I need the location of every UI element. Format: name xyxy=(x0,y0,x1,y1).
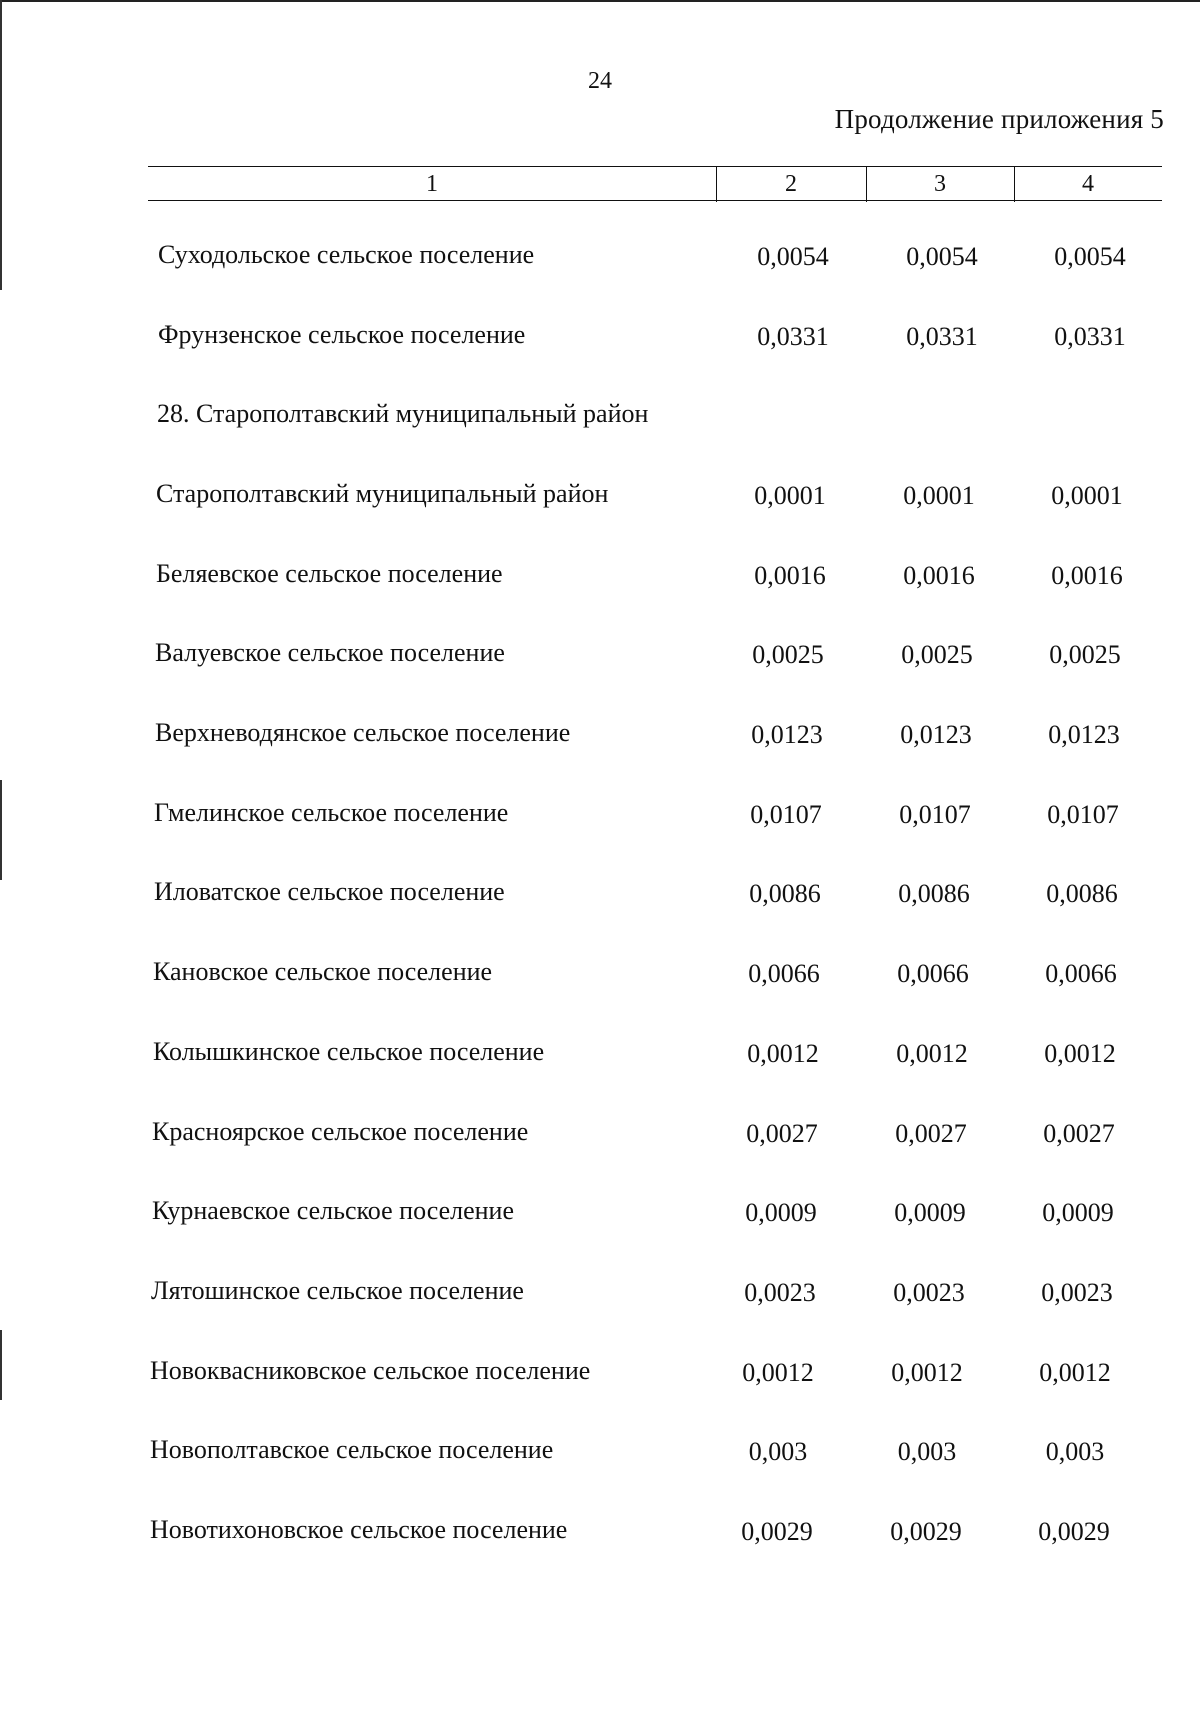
row-name: Колышкинское сельское поселение xyxy=(153,1037,545,1066)
row-value-col3: 0,0025 xyxy=(901,640,973,669)
row-name: Старополтавский муниципальный район xyxy=(156,479,609,508)
row-value-col3: 0,0016 xyxy=(903,561,975,590)
row-value-col3: 0,0023 xyxy=(893,1278,965,1307)
row-value-col4: 0,0012 xyxy=(1044,1039,1116,1068)
row-value-col4: 0,0009 xyxy=(1042,1198,1114,1227)
row-value-col4: 0,0107 xyxy=(1047,800,1119,829)
row-value-col3: 0,0054 xyxy=(906,242,978,271)
row-name: Кановское сельское поселение xyxy=(153,957,493,986)
row-name: Суходольское сельское поселение xyxy=(158,240,535,269)
row-value-col3: 0,003 xyxy=(897,1437,957,1466)
row-value-col2: 0,0025 xyxy=(752,640,824,669)
row-value-col3: 0,0066 xyxy=(897,959,969,988)
row-value-col4: 0,003 xyxy=(1045,1437,1105,1466)
row-value-col3: 0,0029 xyxy=(890,1517,962,1546)
column-header-3: 3 xyxy=(934,171,946,197)
column-header-4: 4 xyxy=(1082,171,1094,197)
row-value-col2: 0,0066 xyxy=(748,959,820,988)
row-name: Гмелинское сельское поселение xyxy=(154,798,509,827)
row-value-col2: 0,0023 xyxy=(744,1278,816,1307)
row-value-col4: 0,0001 xyxy=(1051,481,1123,510)
row-name: Новоквасниковское сельское поселение xyxy=(150,1356,591,1385)
section-heading: 28. Старополтавский муниципальный район xyxy=(157,399,649,428)
row-value-col4: 0,0123 xyxy=(1048,720,1120,749)
row-name: Иловатское сельское поселение xyxy=(154,877,505,906)
row-value-col3: 0,0331 xyxy=(906,322,978,351)
row-value-col2: 0,0029 xyxy=(741,1517,813,1546)
row-value-col2: 0,0001 xyxy=(754,481,826,510)
row-value-col3: 0,0012 xyxy=(896,1039,968,1068)
column-header-1: 1 xyxy=(426,171,438,197)
row-name: Курнаевское сельское поселение xyxy=(152,1196,514,1225)
row-value-col4: 0,0016 xyxy=(1051,561,1123,590)
row-name: Новополтавское сельское поселение xyxy=(150,1435,554,1464)
row-value-col2: 0,0009 xyxy=(745,1198,817,1227)
row-value-col2: 0,0016 xyxy=(754,561,826,590)
row-name: Красноярское сельское поселение xyxy=(152,1117,529,1146)
row-name: Лятошинское сельское поселение xyxy=(151,1276,524,1305)
page-number: 24 xyxy=(588,68,612,94)
column-header-2: 2 xyxy=(785,171,797,197)
row-value-col3: 0,0012 xyxy=(891,1358,963,1387)
row-value-col3: 0,0001 xyxy=(903,481,975,510)
row-value-col3: 0,0027 xyxy=(895,1119,967,1148)
row-value-col2: 0,0027 xyxy=(746,1119,818,1148)
appendix-note: Продолжение приложения 5 xyxy=(834,104,1164,134)
row-value-col2: 0,0107 xyxy=(750,800,822,829)
row-name: Беляевское сельское поселение xyxy=(156,559,503,588)
row-name: Верхневодянское сельское поселение xyxy=(155,718,571,747)
row-value-col4: 0,0027 xyxy=(1043,1119,1115,1148)
row-name: Фрунзенское сельское поселение xyxy=(158,320,526,349)
row-value-col4: 0,0029 xyxy=(1038,1517,1110,1546)
row-value-col3: 0,0107 xyxy=(899,800,971,829)
row-value-col4: 0,0025 xyxy=(1049,640,1121,669)
row-value-col4: 0,0054 xyxy=(1054,242,1126,271)
row-value-col4: 0,0012 xyxy=(1039,1358,1111,1387)
row-value-col2: 0,0012 xyxy=(742,1358,814,1387)
row-value-col3: 0,0086 xyxy=(898,879,970,908)
row-value-col4: 0,0086 xyxy=(1046,879,1118,908)
row-value-col3: 0,0009 xyxy=(894,1198,966,1227)
row-value-col2: 0,0054 xyxy=(757,242,829,271)
row-name: Валуевское сельское поселение xyxy=(155,638,505,667)
row-value-col3: 0,0123 xyxy=(900,720,972,749)
row-value-col2: 0,003 xyxy=(748,1437,808,1466)
row-value-col2: 0,0012 xyxy=(747,1039,819,1068)
row-value-col2: 0,0123 xyxy=(751,720,823,749)
row-value-col4: 0,0023 xyxy=(1041,1278,1113,1307)
row-value-col4: 0,0331 xyxy=(1054,322,1126,351)
row-value-col2: 0,0086 xyxy=(749,879,821,908)
row-name: Новотихоновское сельское поселение xyxy=(150,1515,568,1544)
row-value-col4: 0,0066 xyxy=(1045,959,1117,988)
row-value-col2: 0,0331 xyxy=(757,322,829,351)
